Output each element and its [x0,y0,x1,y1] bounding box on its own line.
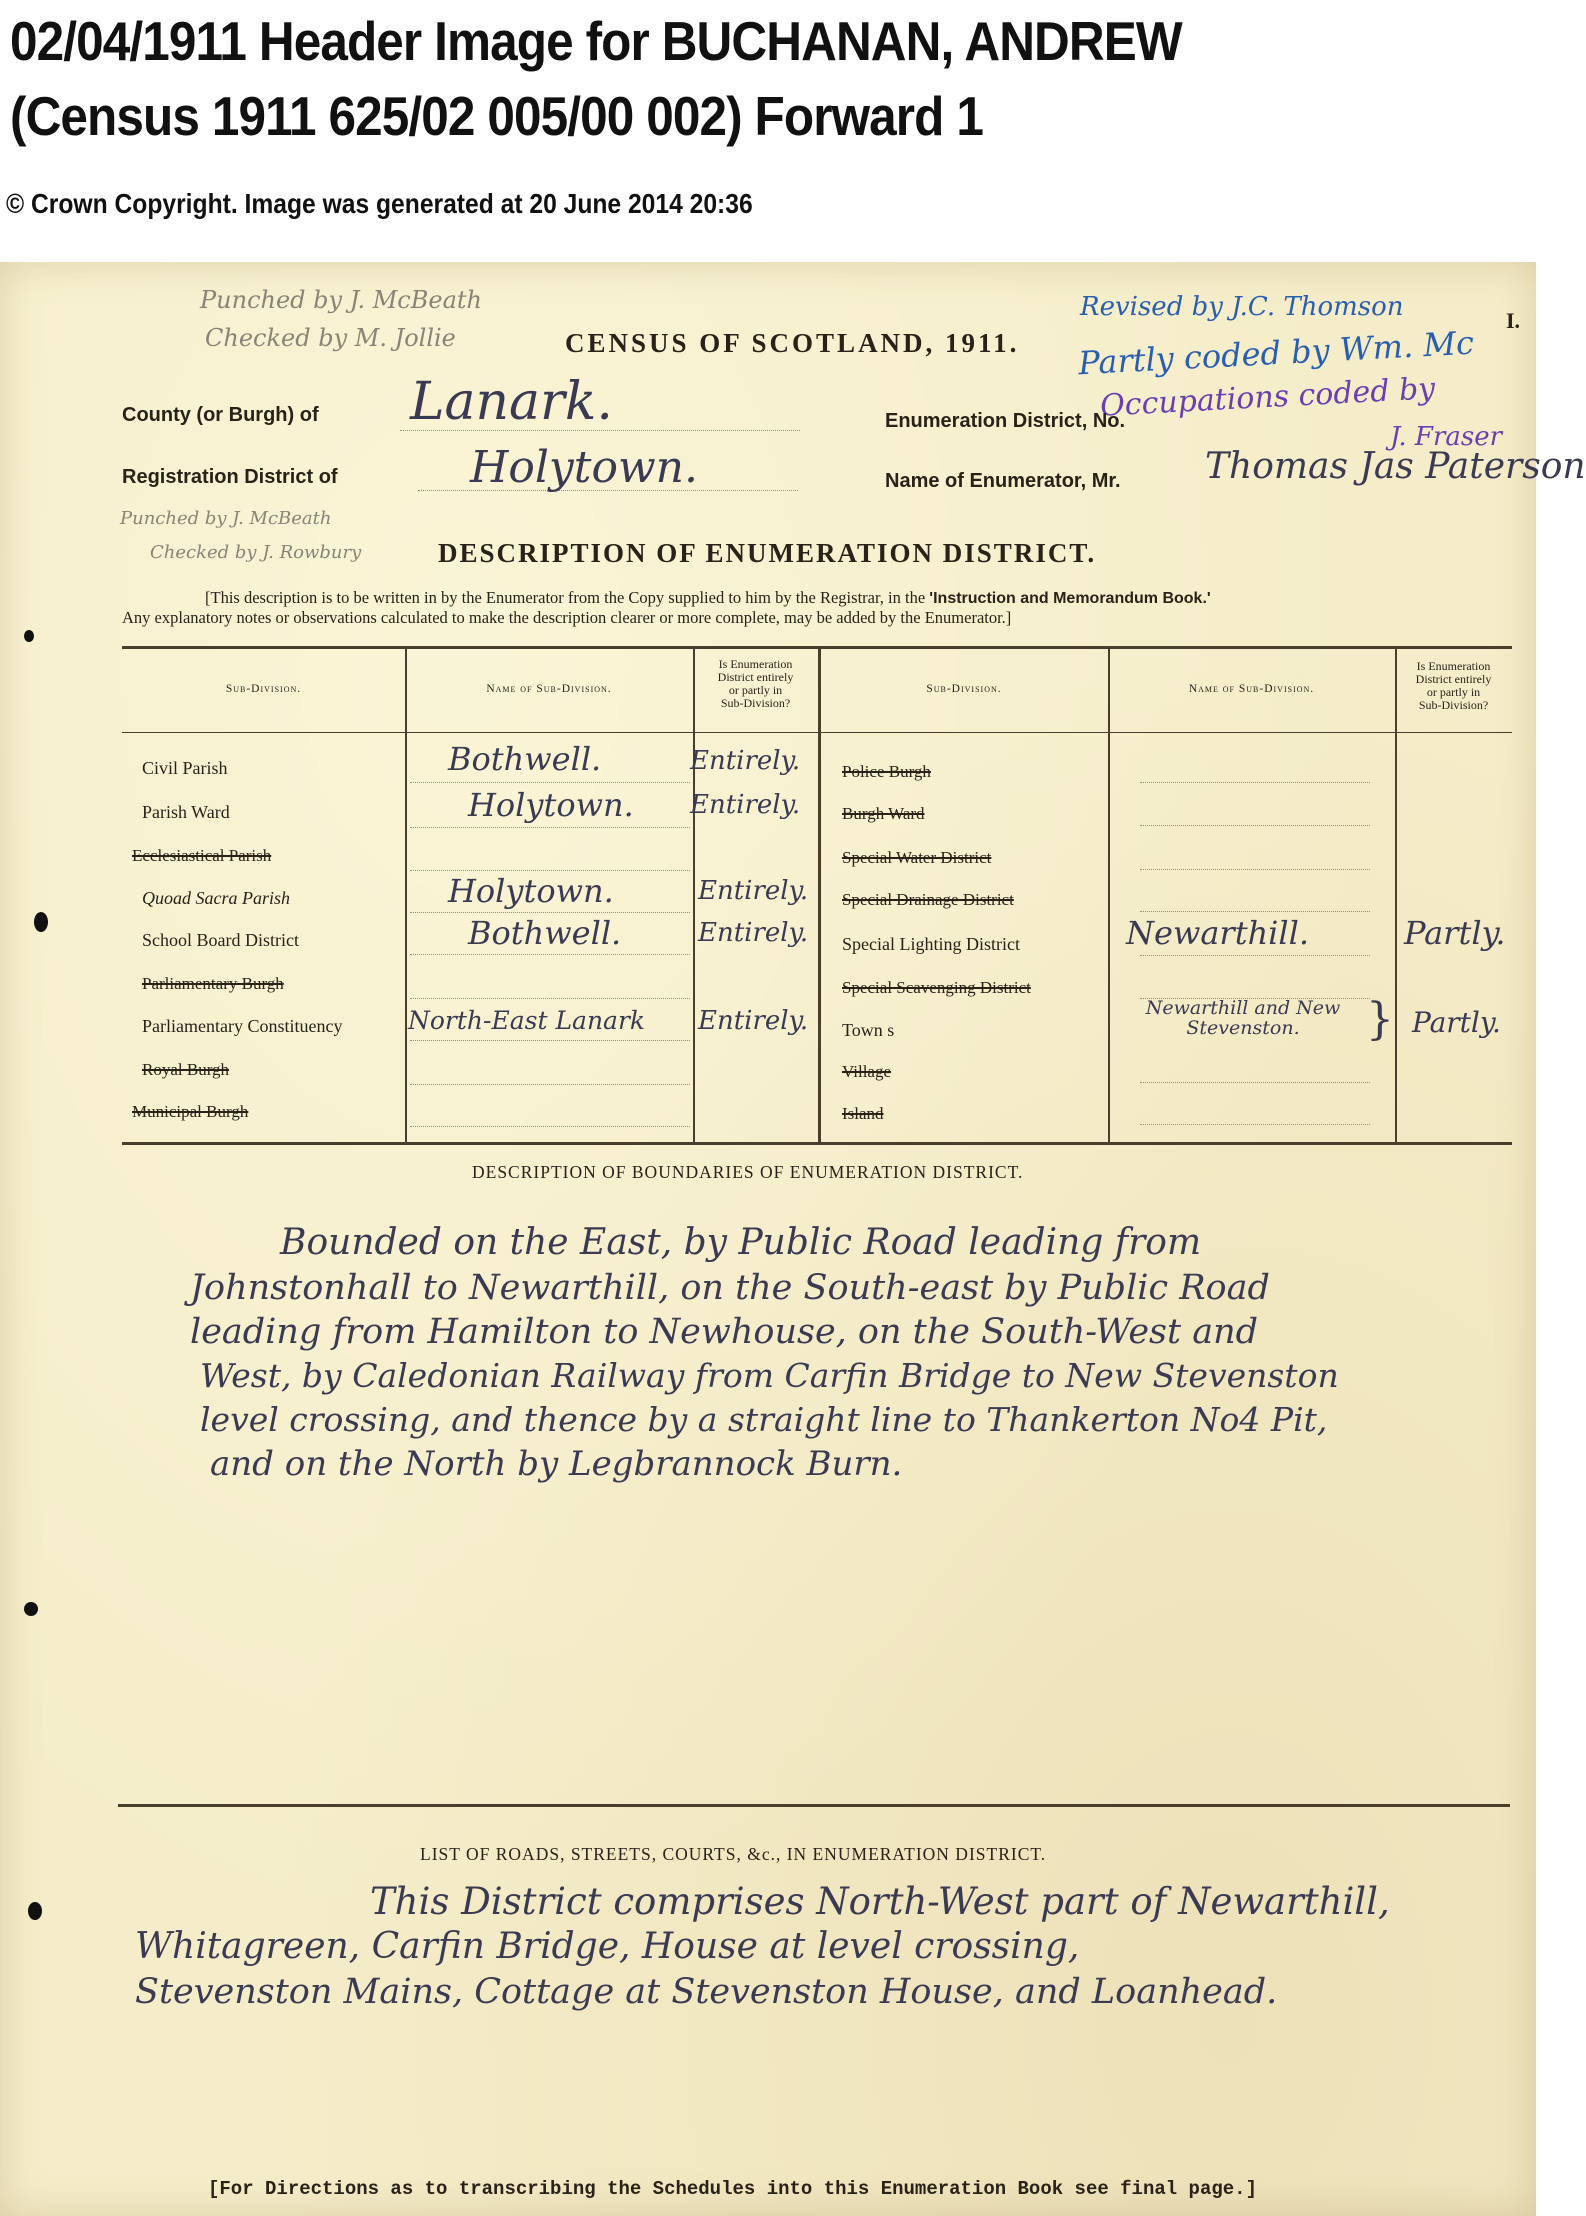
civil-parish-extent: Entirely. [690,746,801,776]
ink-annotation: Occupations coded by [1099,371,1436,424]
roads-line: Stevenston Mains, Cottage at Stevenston House, and Loanhead. [135,1972,1278,2012]
header-line: or partly in [728,683,783,697]
cell-line [410,998,690,999]
cell-line [410,1040,690,1041]
quoad-sacra-parish-extent: Entirely. [698,876,809,906]
header-title-line-1: 02/04/1911 Header Image for BUCHANAN, ANDREW [10,10,1182,72]
cell-line [410,954,690,955]
column-header-subdivision-right: Sub-Division. [926,683,1002,695]
pencil-annotation: Punched by J. McBeath [200,286,482,314]
parish-ward-name: Holytown. [468,786,634,824]
row-label-parliamentary-burgh: Parliamentary Burgh [142,974,284,993]
towns-name: Newarthill and New Stevenston. [1145,997,1341,1039]
row-label-police-burgh: Police Burgh [842,762,931,781]
row-label-parish-ward: Parish Ward [142,802,230,822]
column-rule [405,648,407,1142]
towns-extent: Partly. [1412,1006,1501,1039]
census-page [0,262,1586,2216]
cell-line [1140,869,1370,870]
row-label-towns: Town s [842,1020,895,1040]
column-rule [1395,648,1397,1142]
image-header [0,0,1536,260]
row-label-royal-burgh: Royal Burgh [142,1060,230,1079]
cell-line [1140,998,1370,999]
boundary-line: level crossing, and thence by a straight line to Thankerton No4 Pit, [200,1400,1328,1439]
footer-directions: [For Directions as to transcribing the Schedules into this Enumeration Book see final page.] [208,2178,1257,2200]
boundary-line: leading from Hamilton to Newhouse, on the South-West and [190,1312,1259,1352]
ink-annotation: Revised by J.C. Thomson [1080,292,1404,322]
page-mark: I. [1506,308,1521,333]
column-rule [693,648,695,1142]
special-lighting-district-name: Newarthill. [1126,914,1310,952]
column-header-name: Name of Sub-Division. [486,683,612,695]
civil-parish-name: Bothwell. [448,740,602,778]
pencil-annotation: Checked by J. Rowbury [150,542,362,563]
row-label-municipal-burgh: Municipal Burgh [132,1102,249,1121]
quoad-sacra-parish-name: Holytown. [448,872,614,910]
boundary-line: Johnstonhall to Newarthill, on the South-east by Public Road [190,1268,1270,1308]
cell-line [1140,1082,1370,1083]
cell-line [1140,825,1370,826]
header-line: Sub-Division? [1418,698,1489,712]
roads-title: LIST OF ROADS, STREETS, COURTS, &c., IN ENUMERATION DISTRICT. [420,1844,1047,1864]
header-line: Is Enumeration [718,657,793,671]
header-line: District entirely [717,670,794,684]
pencil-annotation: Checked by M. Jollie [205,324,456,352]
punch-hole-mark [24,630,34,642]
section-title: DESCRIPTION OF ENUMERATION DISTRICT. [438,538,1097,568]
cell-line [1140,911,1370,912]
instruction-line-1: [This description is to be written in by the Enumerator from the Copy supplied to him by the Registrar, in the [205,588,926,607]
enumerator-name: Thomas Jas Paterson [1205,446,1586,487]
instruction-text [205,588,1211,608]
row-label-ecclesiastical-parish: Ecclesiastical Parish [132,846,272,865]
enumeration-district-label: Enumeration District, No. [885,410,1126,432]
header-line: Is Enumeration [1416,659,1491,673]
row-label-special-water-district: Special Water District [842,848,992,867]
cell-line [410,870,690,871]
school-board-district-extent: Entirely. [698,918,809,948]
table-bottom-rule [122,1142,1512,1145]
column-header-extent [693,658,818,710]
row-label-special-lighting-district: Special Lighting District [842,934,1020,954]
quoad-sacra-label-text: Quoad Sacra Parish [142,888,290,908]
cell-line [410,1126,690,1127]
row-label-village: Village [842,1062,892,1081]
roads-line: Whitagreen, Carfin Bridge, House at level crossing, [135,1926,1080,1967]
boundaries-title: DESCRIPTION OF BOUNDARIES OF ENUMERATION DISTRICT. [472,1162,1024,1182]
boundary-line: West, by Caledonian Railway from Carfin Bridge to New Stevenston [200,1356,1339,1395]
row-label-parliamentary-constituency: Parliamentary Constituency [142,1016,343,1036]
special-lighting-district-extent: Partly. [1404,914,1506,952]
cell-line [1140,782,1370,783]
table-top-rule [122,646,1512,649]
school-board-district-name: Bothwell. [468,914,622,952]
row-label-island: Island [842,1104,884,1123]
enumerator-label: Name of Enumerator, Mr. [885,470,1121,492]
punch-hole-mark [34,912,48,932]
row-label-special-drainage-district: Special Drainage District [842,890,1014,909]
cell-line [1140,1124,1370,1125]
row-label-quoad-sacra-parish [142,888,290,909]
registration-district-value: Holytown. [470,442,698,493]
header-line: District entirely [1415,672,1492,686]
boundary-line: and on the North by Legbrannock Burn. [210,1444,903,1484]
punch-hole-mark [28,1902,42,1920]
cell-line [410,827,690,828]
ink-annotation: J. Fraser [1390,422,1503,452]
county-label: County (or Burgh) of [122,404,319,426]
column-rule [818,648,821,1142]
column-header-subdivision: Sub-Division. [225,683,302,695]
header-line: or partly in [1426,685,1481,699]
header-line: Sub-Division? [720,696,791,710]
cell-line [410,782,690,783]
table-header-rule [122,732,1512,733]
punch-hole-mark [24,1602,38,1616]
parliamentary-constituency-name: North-East Lanark [408,1006,646,1035]
cell-line [1140,955,1370,956]
registration-district-label: Registration District of [122,466,338,488]
cell-line [410,912,690,913]
row-label-special-scavenging-district: Special Scavenging District [842,978,1031,997]
row-label-civil-parish: Civil Parish [142,758,228,778]
pencil-annotation: Punched by J. McBeath [120,508,332,529]
instruction-book-name: 'Instruction and Memorandum Book.' [929,590,1211,607]
ink-annotation: Partly coded by Wm. Mc [1077,323,1475,383]
column-rule [1108,648,1110,1142]
row-label-school-board-district: School Board District [142,930,299,950]
instruction-line-2: Any explanatory notes or observations calculated to make the description clearer or more complete, may be added by the Enumerator.] [122,608,1012,627]
header-title-line-2: (Census 1911 625/02 005/00 002) Forward 1 [10,85,983,147]
header-title [10,4,1369,154]
column-header-extent-right [1395,660,1512,712]
copyright-notice: © Crown Copyright. Image was generated at 20 June 2014 20:36 [6,188,753,219]
row-label-burgh-ward: Burgh Ward [842,804,925,823]
parliamentary-constituency-extent: Entirely. [698,1006,809,1036]
form-title: CENSUS OF SCOTLAND, 1911. [565,328,1020,358]
county-value: Lanark. [410,372,613,432]
boundary-line: Bounded on the East, by Public Road leading from [280,1222,1202,1263]
column-header-name-right: Name of Sub-Division. [1188,683,1315,695]
cell-line [410,1084,690,1085]
towns-brace: } [1366,994,1394,1045]
parish-ward-extent: Entirely. [690,790,801,820]
section-divider [118,1804,1510,1807]
roads-line: This District comprises North-West part of Newarthill, [370,1880,1390,1923]
